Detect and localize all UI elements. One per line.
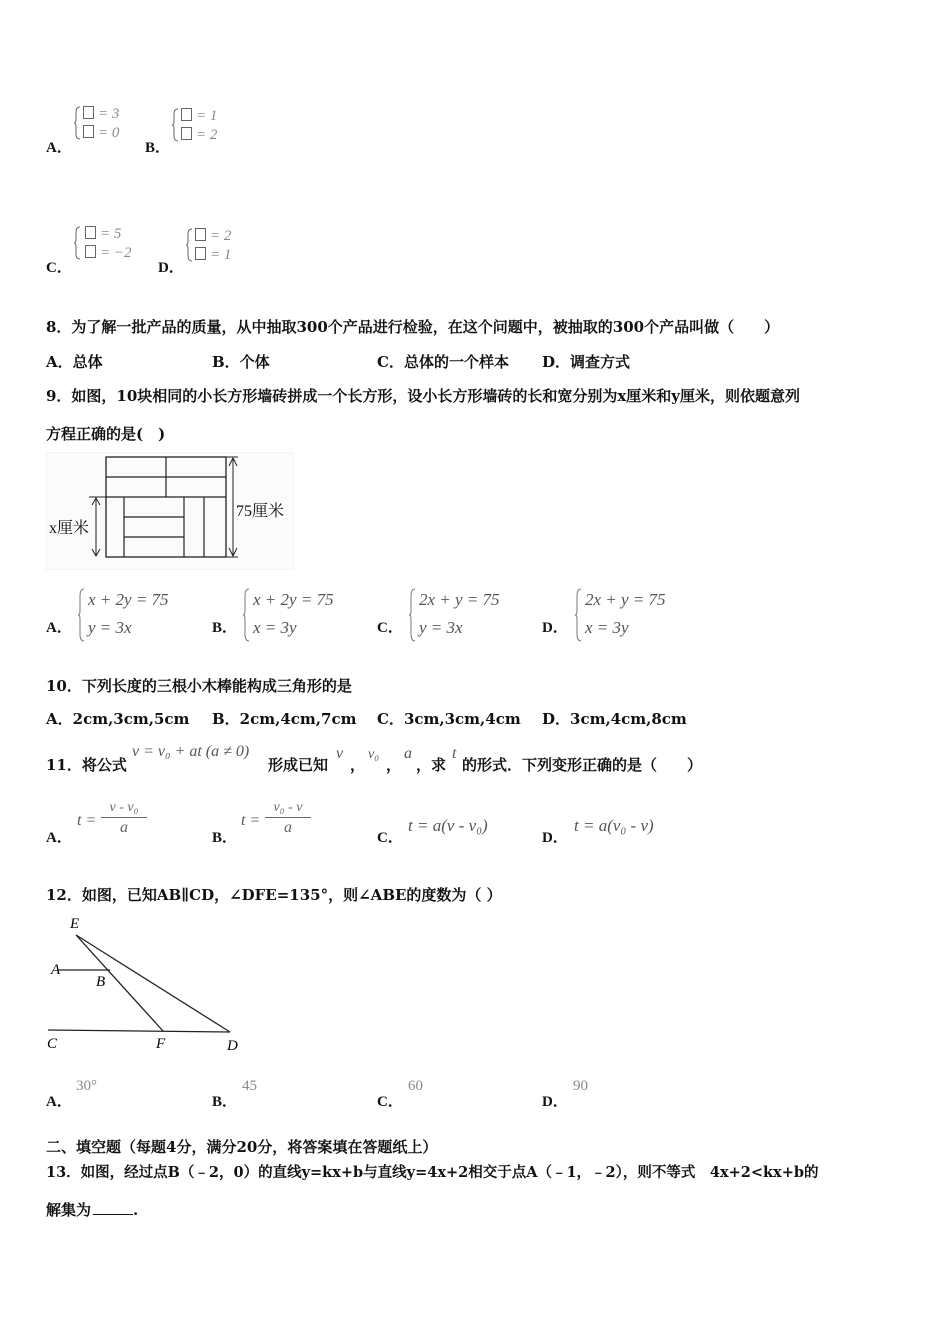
equation-system: 2x + y = 75 x = 3y (574, 588, 694, 644)
q8-option-b: B．个体 (212, 353, 270, 371)
option-label: B． (212, 830, 238, 846)
q10-option-a: A．2cm,3cm,5cm (46, 710, 190, 728)
option-label: B． (145, 140, 171, 156)
option-label: A． (46, 140, 72, 156)
equation-system: = 1 = 2 (171, 108, 241, 150)
brace-icon (574, 588, 582, 642)
equation-system: x + 2y = 75 x = 3y (242, 588, 362, 644)
brace-icon (77, 588, 85, 642)
point-a-label: A (51, 962, 61, 978)
option-label: C． (377, 1094, 403, 1110)
option-label: B． (212, 1094, 238, 1110)
q9-stem-line1: 9．如图，10块相同的小长方形墙砖拼成一个长方形，设小长方形墙砖的长和宽分别为x厘米和y厘米，则依题意列 (46, 387, 800, 405)
point-c-label: C (47, 1036, 58, 1052)
option-label: D． (542, 1094, 568, 1110)
q9-label-75: 75厘米 (236, 503, 285, 520)
point-e-label: E (70, 916, 80, 932)
brace-icon (185, 228, 193, 262)
equation-system: = 5 = −2 (73, 226, 153, 268)
q10-option-b: B．2cm,4cm,7cm (212, 710, 357, 728)
option-label: D． (542, 620, 568, 636)
option-label: A． (46, 830, 72, 846)
q10-option-d: D．3cm,4cm,8cm (542, 710, 687, 728)
answer-blank[interactable] (93, 1214, 133, 1215)
q8-option-a: A．总体 (46, 353, 103, 371)
fraction: v - v₀ a (101, 800, 147, 837)
q12-stem: 12．如图，已知AB∥CD，∠DFE=135°，则∠ABE的度数为（ ） (46, 886, 502, 904)
option-label: C． (46, 260, 72, 276)
option-label: B． (212, 620, 238, 636)
option-label: C． (377, 620, 403, 636)
q12-geometry-figure (40, 910, 250, 1055)
q9-label-x: x厘米 (49, 520, 90, 537)
q8-option-d: D．调查方式 (542, 353, 631, 371)
q11-formula: v = v₀ + at (a ≠ 0) (132, 743, 250, 760)
q8-stem: 8．为了解一批产品的质量，从中抽取300个产品进行检验，在这个问题中，被抽取的300个产品叫做（ ） (46, 318, 780, 336)
point-f-label: F (156, 1036, 166, 1052)
point-b-label: B (96, 974, 106, 990)
brace-icon (73, 226, 81, 260)
equation-system: = 3 = 0 (73, 106, 143, 148)
section2-title: 二、填空题（每题4分，满分20分，将答案填在答题纸上） (46, 1138, 438, 1156)
option-label: A． (46, 1094, 72, 1110)
option-label: C． (377, 830, 403, 846)
q10-stem: 10．下列长度的三根小木棒能构成三角形的是 (46, 677, 352, 695)
q13-stem-line1: 13．如图，经过点B（﹣2，0）的直线y=kx+b与直线y=4x+2相交于点A（﹣1，﹣2），则不等式 4x+2<kx+b的 (46, 1164, 819, 1181)
brace-icon (408, 588, 416, 642)
brace-icon (73, 106, 81, 140)
q9-stem-line2: 方程正确的是( ) (46, 425, 166, 443)
brace-icon (171, 108, 179, 142)
q8-option-c: C．总体的一个样本 (377, 353, 509, 371)
option-label: D． (542, 830, 568, 846)
point-d-label: D (227, 1038, 238, 1054)
equation-system: 2x + y = 75 y = 3x (408, 588, 528, 644)
option-label: D． (158, 260, 184, 276)
equation-system: = 2 = 1 (185, 228, 255, 270)
brace-icon (242, 588, 250, 642)
equation-system: x + 2y = 75 y = 3x (77, 588, 197, 644)
q10-option-c: C．3cm,3cm,4cm (377, 710, 521, 728)
option-label: A． (46, 620, 72, 636)
q13-stem-line2: 解集为 . (46, 1201, 139, 1219)
fraction: v₀ - v a (265, 800, 311, 837)
